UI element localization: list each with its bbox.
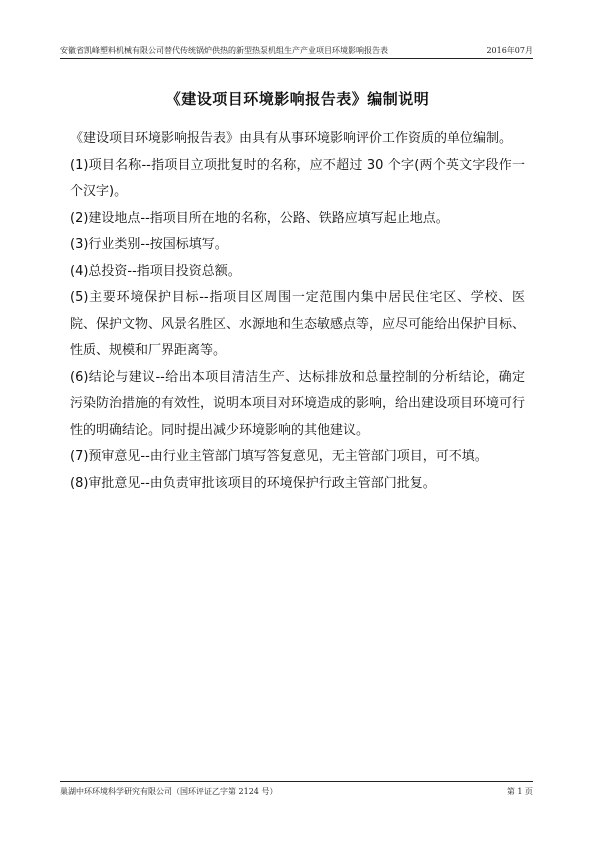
paragraph-item-2: (2)建设地点--指项目所在地的名称，公路、铁路应填写起止地点。 (70, 210, 449, 226)
footer-page-number: 第 1 页 (506, 787, 533, 796)
paragraph-item-6: (6)结论与建议--给出本项目清洁生产、达标排放和总量控制的分析结论，确定污染防治措施的有效性，说明本项目对环境造成的影响，给出建设项目环境可行性的明确结论。同时提出减少环境影响的其他建议。 (70, 369, 526, 438)
paragraph-item-3: (3)行业类别--按国标填写。 (70, 237, 228, 252)
header-date: 2016年07月 (486, 46, 533, 55)
paragraph-item-7: (7)预审意见--由行业主管部门填写答复意见，无主管部门项目，可不填。 (70, 449, 488, 464)
header-project-title: 安徽省凯峰塑料机械有限公司替代传统锅炉供热的新型热泵机组生产产业项目环境影响报告表 (60, 46, 388, 55)
footer-divider (60, 781, 533, 782)
page-footer (60, 786, 533, 800)
footer-organization: 巢湖中环环境科学研究有限公司（国环评证乙字第 2124 号） (60, 787, 278, 796)
paragraph-item-5: (5)主要环境保护目标--指项目区周围一定范围内集中居民住宅区、学校、医院、保护文物、风景名胜区、水源地和生态敏感点等，应尽可能给出保护目标、性质、规模和厂界距离等。 (70, 290, 526, 358)
header-divider (60, 58, 533, 59)
document-title: 《建设项目环境影响报告表》编制说明 (165, 90, 430, 108)
page-header (60, 40, 533, 56)
paragraph-item-1: (1)项目名称--指项目立项批复时的名称，应不超过 30 个字(两个英文字段作一个汉字)。 (70, 157, 525, 199)
paragraph-intro: 《建设项目环境影响报告表》由具有从事环境影响评价工作资质的单位编制。 (70, 131, 513, 146)
document-body (70, 126, 525, 497)
paragraph-item-4: (4)总投资--指项目投资总额。 (70, 263, 241, 279)
paragraph-item-8: (8)审批意见--由负责审批该项目的环境保护行政主管部门批复。 (70, 475, 436, 491)
